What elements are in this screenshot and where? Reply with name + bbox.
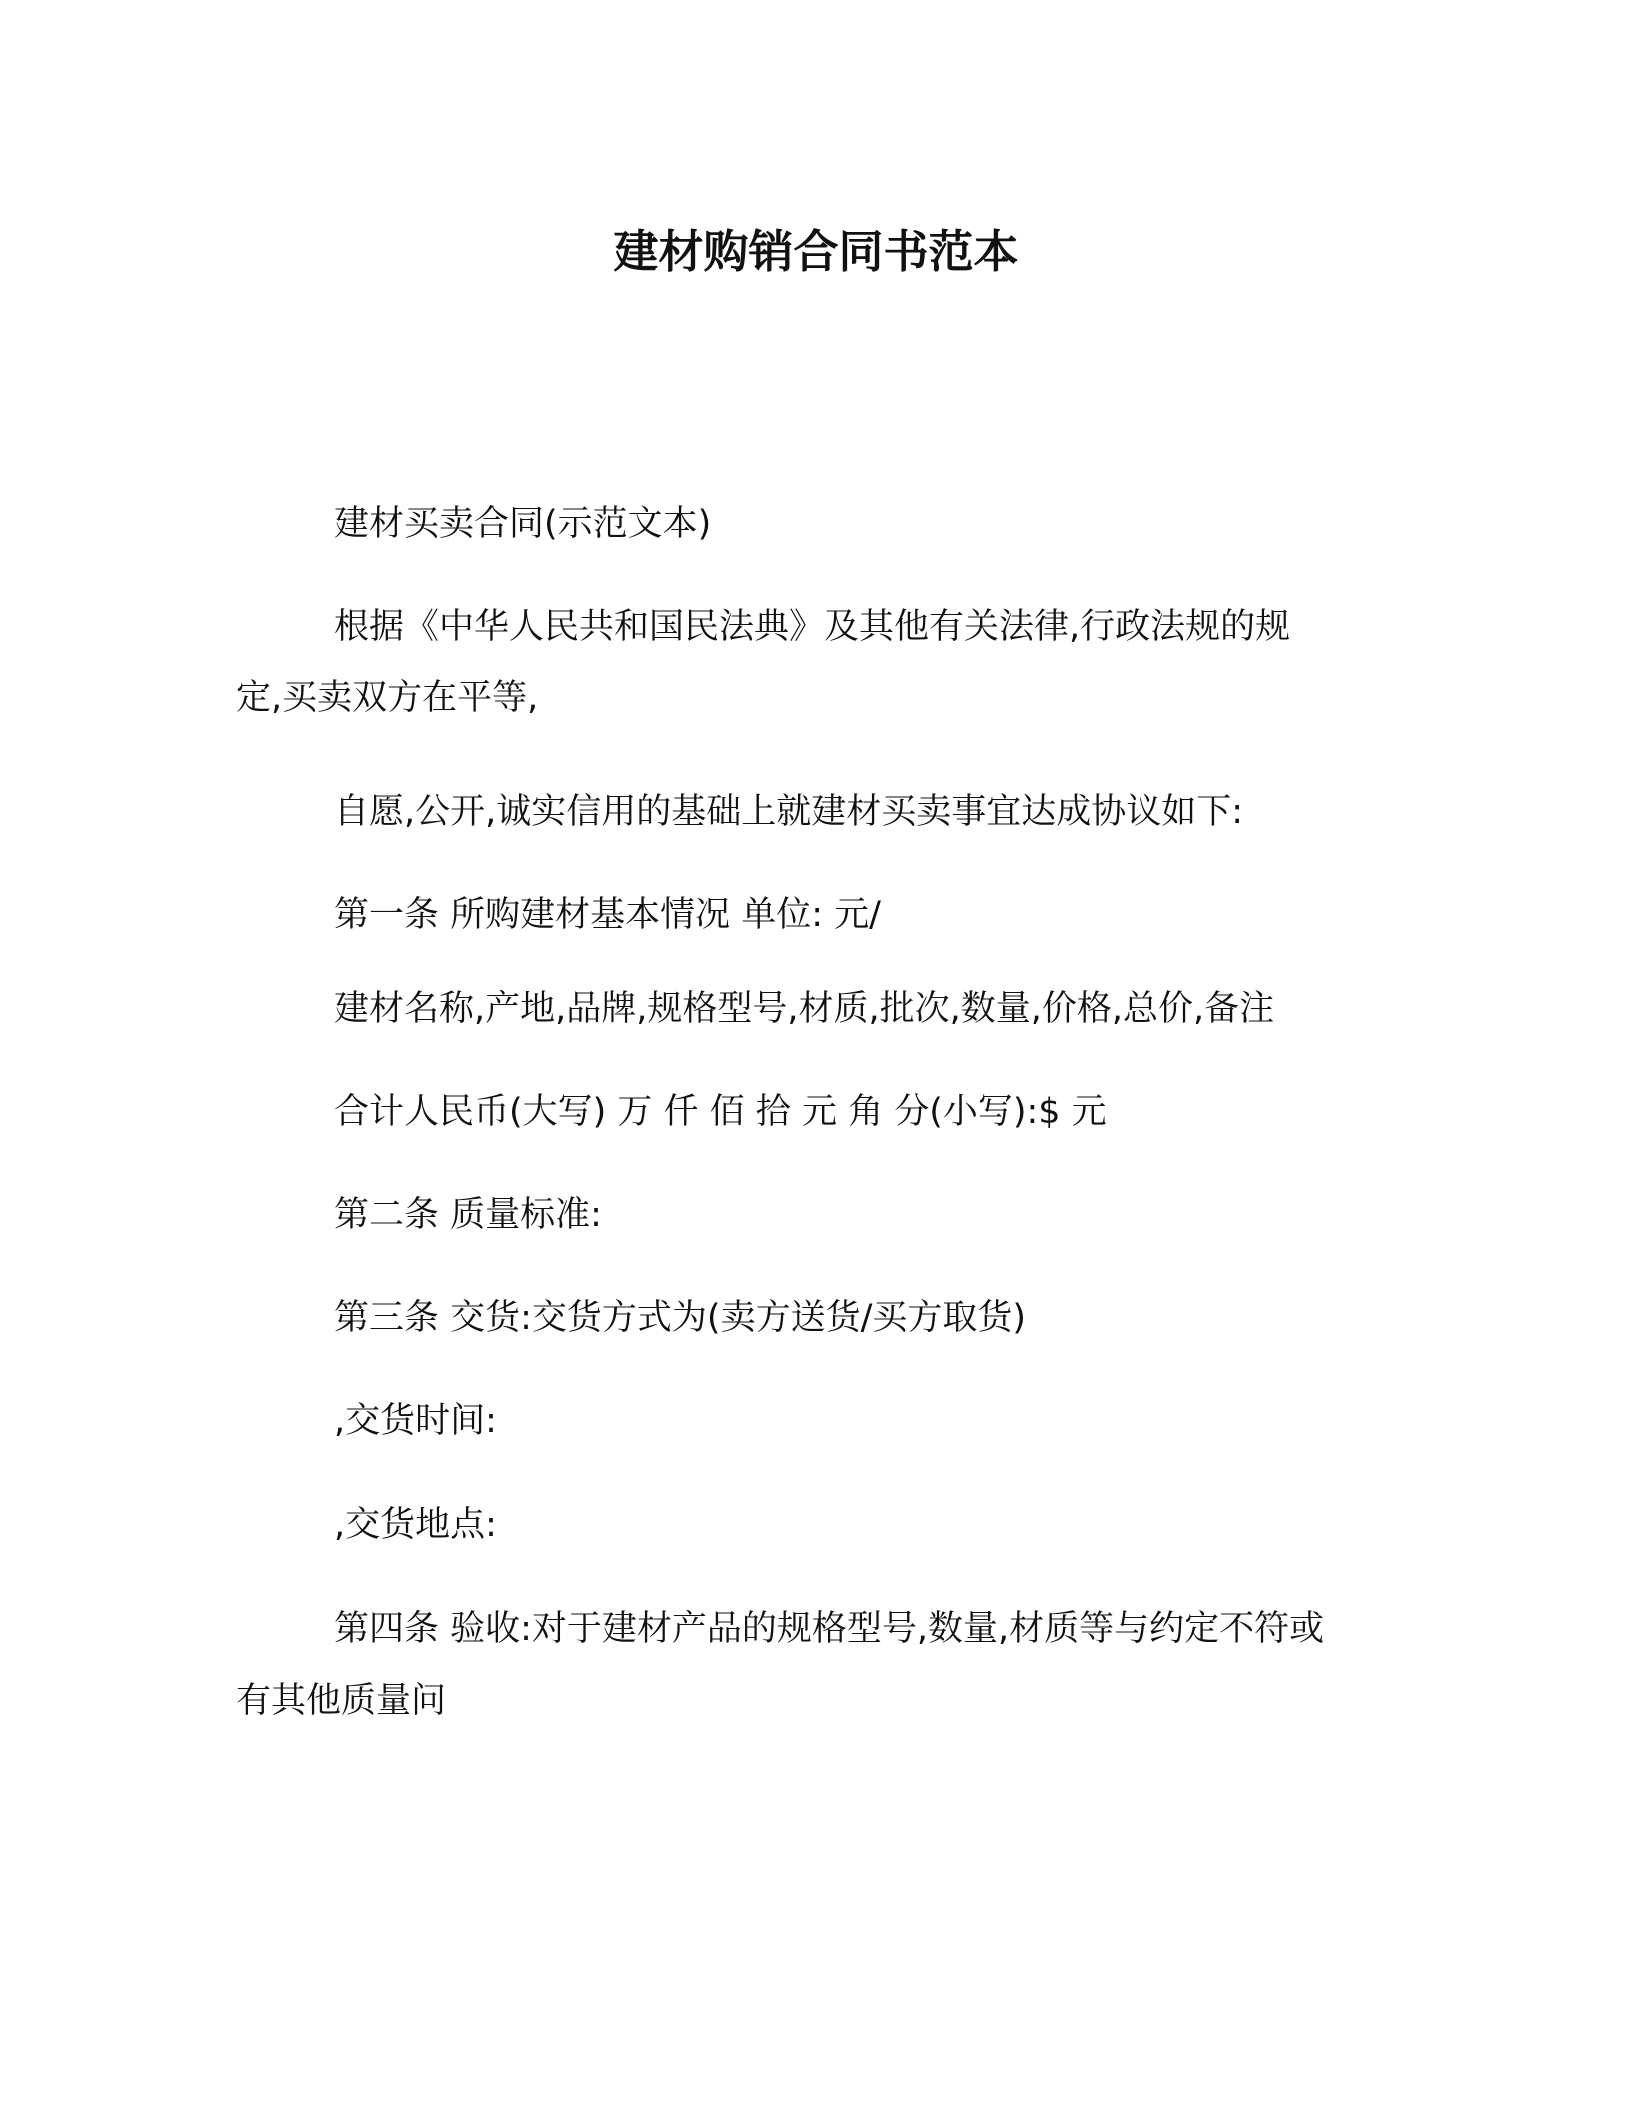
paragraph-line: 有其他质量问 — [236, 1681, 447, 1721]
paragraph-line: 第四条 验收:对于建材产品的规格型号,数量,材质等与约定不符或 — [334, 1609, 1325, 1649]
paragraph-material-columns: 建材名称,产地,品牌,规格型号,材质,批次,数量,价格,总价,备注 — [334, 989, 1275, 1029]
paragraph-article-1: 第一条 所购建材基本情况 单位: 元/ — [334, 895, 881, 935]
paragraph-delivery-place: ,交货地点: — [334, 1505, 497, 1545]
paragraph-article-3: 第三条 交货:交货方式为(卖方送货/买方取货) — [334, 1298, 1027, 1338]
paragraph-principles: 自愿,公开,诚实信用的基础上就建材买卖事宜达成协议如下: — [334, 792, 1244, 832]
paragraph-total-amount: 合计人民币(大写) 万 仟 佰 拾 元 角 分(小写):$ 元 — [334, 1092, 1107, 1132]
paragraph-contract-subtitle: 建材买卖合同(示范文本) — [334, 504, 712, 544]
paragraph-article-4 — [236, 1590, 1396, 1734]
paragraph-legal-basis — [236, 588, 1396, 731]
paragraph-line: 根据《中华人民共和国民法典》及其他有关法律,行政法规的规 — [334, 607, 1291, 647]
paragraph-article-2: 第二条 质量标准: — [334, 1195, 602, 1235]
paragraph-delivery-time: ,交货时间: — [334, 1401, 497, 1441]
document-title: 建材购销合同书范本 — [613, 225, 1019, 278]
paragraph-line: 定,买卖双方在平等, — [236, 678, 539, 718]
